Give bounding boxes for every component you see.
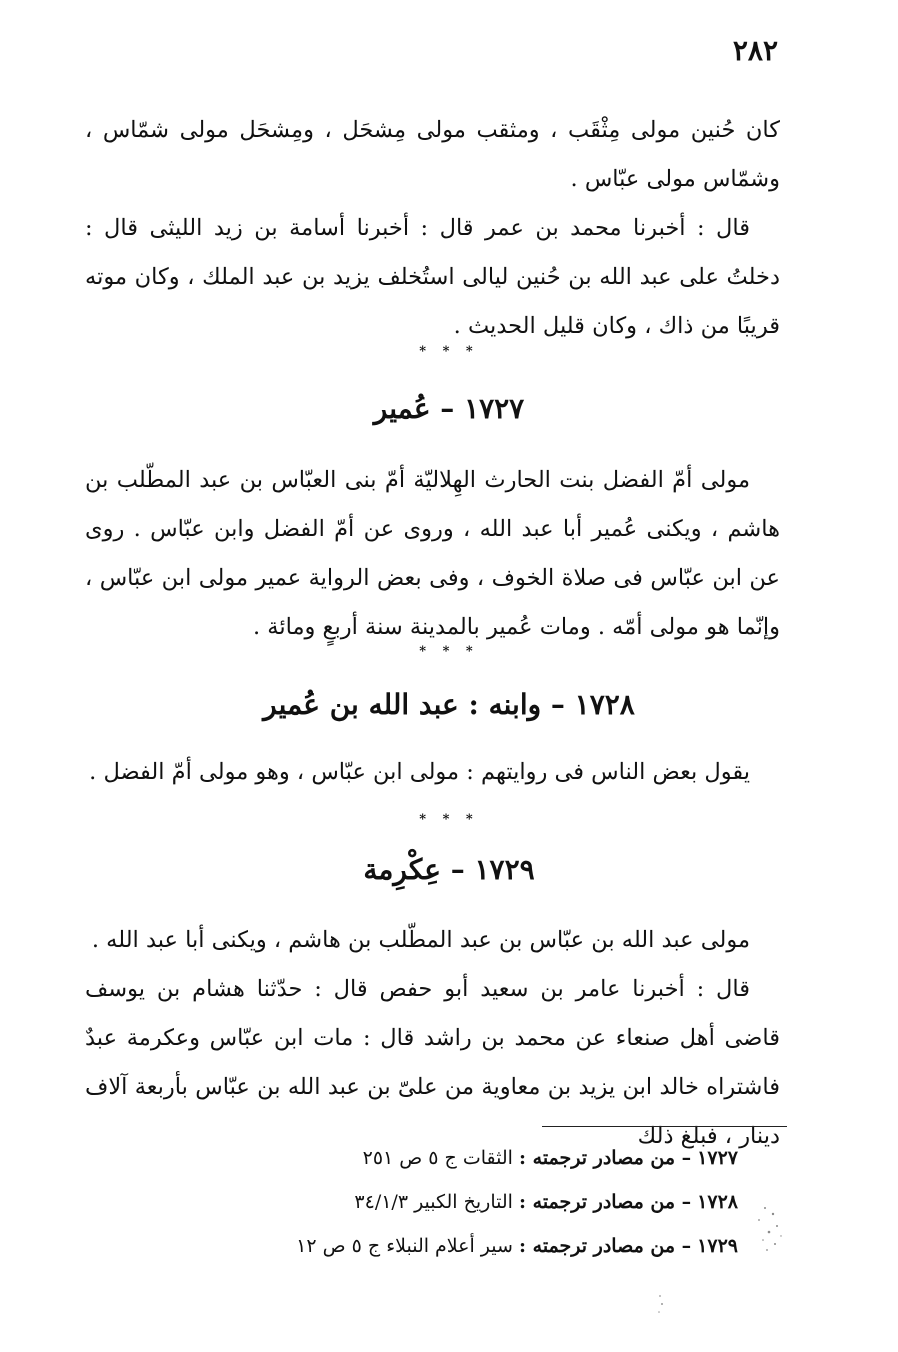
paragraph: قال : أخبرنا محمد بن عمر قال : أخبرنا أسامة بن زيد الليثى قال : دخلتُ على عبد الله بن حُنين ليالى استُخلف يزيد بن عبد الملك ، وكان موته قريبًا من ذاك ، وكان قليل الحديث .	[85, 215, 780, 339]
footnotes	[218, 1136, 738, 1268]
footnote-source: الثقات ج ٥ ص ٢٥١	[362, 1147, 513, 1169]
section-separator: * * *	[419, 344, 479, 359]
footnote	[218, 1136, 738, 1180]
entry-text-1729	[85, 916, 780, 1161]
footnote	[218, 1224, 738, 1268]
footnote-label: – من مصادر ترجمته :	[519, 1191, 692, 1213]
paragraph: يقول بعض الناس فى روايتهم : مولى ابن عبّاس ، وهو مولى أمّ الفضل .	[89, 759, 750, 785]
footnote-number: ١٧٢٨	[697, 1191, 738, 1213]
footnote-divider	[542, 1126, 787, 1127]
entry-text-1727	[85, 456, 780, 652]
footnote-label: – من مصادر ترجمته :	[519, 1147, 692, 1169]
footnote-source: سير أعلام النبلاء ج ٥ ص ١٢	[296, 1235, 513, 1257]
paragraph: مولى أمّ الفضل بنت الحارث الهِلاليّة أمّ بنى العبّاس بن عبد المطّلب بن هاشم ، ويكنى عُمير أبا عبد الله ، وروى عن أمّ الفضل وابن عبّاس . روى عن ابن عبّاس فى صلاة الخوف ، وفى بعض الرواية عمير مولى ابن عبّاس ، وإنّما هو مولى أمّه . ومات عُمير بالمدينة سنة أربعٍ ومائة .	[85, 467, 780, 640]
section-separator: * * *	[419, 644, 479, 659]
footnote-source: التاريخ الكبير ٣٤/١/٣	[354, 1191, 513, 1213]
paragraph: مولى عبد الله بن عبّاس بن عبد المطّلب بن هاشم ، ويكنى أبا عبد الله .	[91, 927, 750, 953]
scan-noise	[650, 1290, 670, 1320]
footnote-number: ١٧٢٧	[697, 1147, 738, 1169]
entry-text-1728	[85, 748, 780, 797]
section-separator: * * *	[419, 812, 479, 827]
entry-heading-1727: ١٧٢٧ – عُمير	[373, 392, 525, 425]
footnote	[218, 1180, 738, 1224]
entry-heading-1729: ١٧٢٩ – عِكْرِمة	[363, 853, 535, 886]
opening-text	[85, 106, 780, 351]
paragraph: كان حُنين مولى مِثْقَب ، ومثقب مولى مِشحَل ، ومِشحَل مولى شمّاس ، وشمّاس مولى عبّاس .	[85, 117, 780, 192]
footnote-number: ١٧٢٩	[697, 1235, 738, 1257]
page-number: ٢٨٢	[732, 34, 778, 67]
paragraph: قال : أخبرنا عامر بن سعيد أبو حفص قال : حدّثنا هشام بن يوسف قاضى أهل صنعاء عن محمد بن راشد قال : مات ابن عبّاس وعكرمة عبدٌ فاشتراه خالد ابن يزيد بن معاوية من علىّ بن عبد الله بن عبّاس بأربعة آلاف دينار ، فبلغ ذلك	[85, 976, 780, 1149]
footnote-label: – من مصادر ترجمته :	[519, 1235, 692, 1257]
scan-noise	[745, 1200, 795, 1260]
entry-heading-1728: ١٧٢٨ – وابنه : عبد الله بن عُمير	[263, 688, 635, 721]
